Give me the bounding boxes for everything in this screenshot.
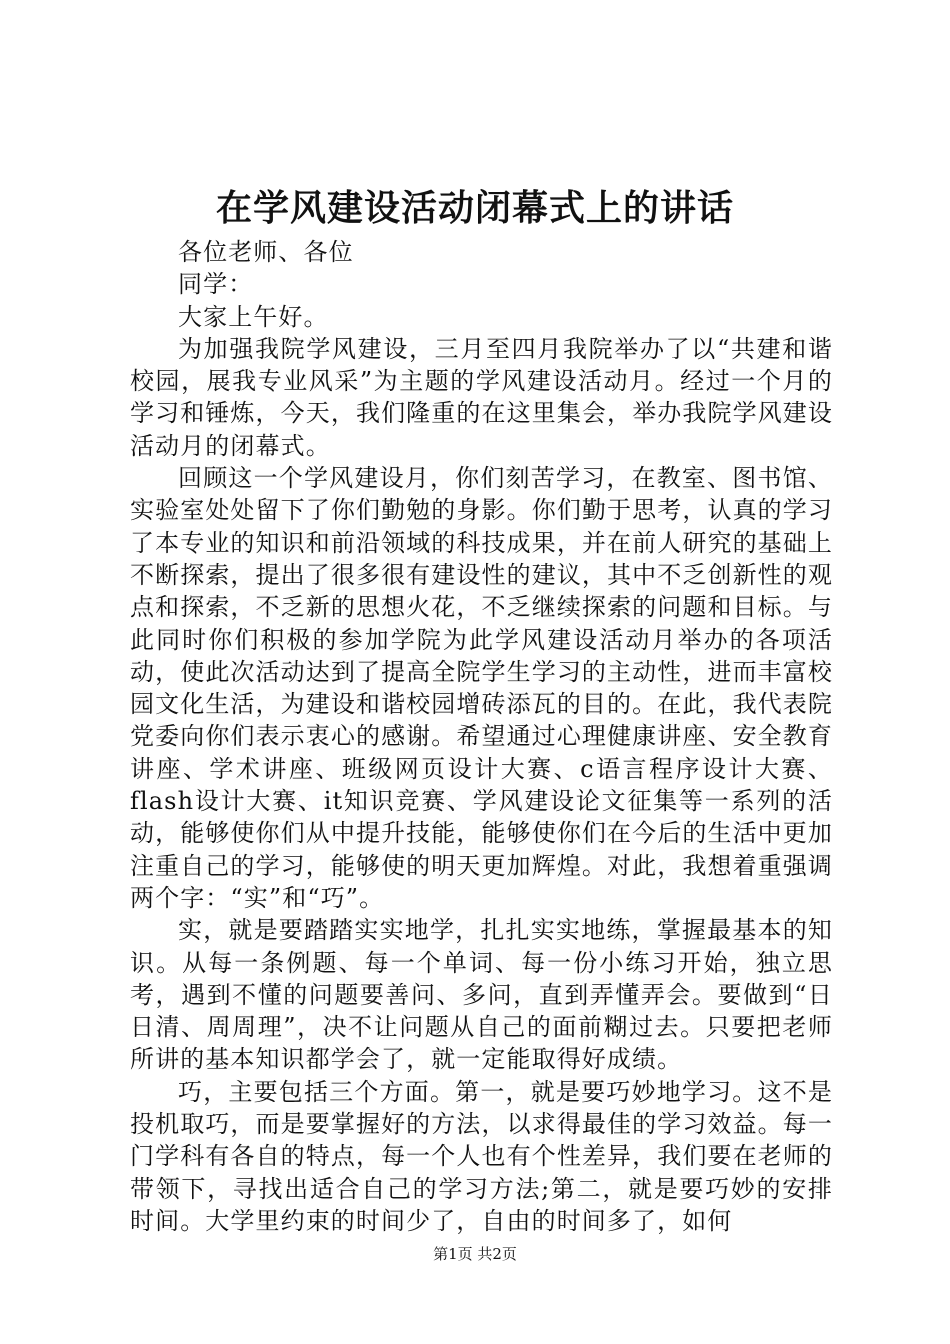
paragraph: 巧，主要包括三个方面。第一，就是要巧妙地学习。这不是投机取巧，而是要掌握好的方法，以求得最佳的学习效益。每一门学科有各自的特点，每一个人也有个性差异，我们要在老师的带领下，寻找出适合自己的学习方法;第二，就是要巧妙的安排时间。大学里约束的时间少了，自由的时间多了，如何	[130, 1077, 833, 1235]
greeting: 大家上午好。	[178, 302, 329, 331]
salutation-line-2: 同学：	[178, 270, 254, 299]
document-body	[130, 236, 833, 1237]
paragraph: 实，就是要踏踏实实地学，扎扎实实地练，掌握最基本的知识。从每一条例题、每一个单词、每一份小练习开始，独立思考，遇到不懂的问题要善问、多问，直到弄懂弄会。要做到“日日清、周周理”，决不让问题从自己的面前糊过去。只要把老师所讲的基本知识都学会了，就一定能取得好成绩。	[130, 916, 833, 1074]
page-footer: 第1页 共2页	[433, 1245, 517, 1263]
document-title: 在学风建设活动闭幕式上的讲话	[215, 187, 734, 229]
paragraph: 为加强我院学风建设，三月至四月我院举办了以“共建和谐校园，展我专业风采”为主题的学风建设活动月。经过一个月的学习和锤炼，今天，我们隆重的在这里集会，举办我院学风建设活动月的闭幕式。	[130, 334, 833, 460]
salutation-line-1: 各位老师、各位	[178, 238, 354, 266]
paragraph: 回顾这一个学风建设月，你们刻苦学习，在教室、图书馆、实验室处处留下了你们勤勉的身影。你们勤于思考，认真的学习了本专业的知识和前沿领域的科技成果，并在前人研究的基础上不断探索，提出了很多很有建设性的建议，其中不乏创新性的观点和探索，不乏新的思想火花，不乏继续探索的问题和目标。与此同时你们积极的参加学院为此学风建设活动月举办的各项活动，使此次活动达到了提高全院学生学习的主动性，进而丰富校园文化生活，为建设和谐校园增砖添瓦的目的。在此，我代表院党委向你们表示衷心的感谢。希望通过心理健康讲座、安全教育讲座、学术讲座、班级网页设计大赛、c语言程序设计大赛、flash设计大赛、it知识竞赛、学风建设论文征集等一系列的活动，能够使你们从中提升技能，能够使你们在今后的生活中更加注重自己的学习，能够使的明天更加辉煌。对此，我想着重强调两个字：“实”和“巧”。	[130, 464, 833, 912]
